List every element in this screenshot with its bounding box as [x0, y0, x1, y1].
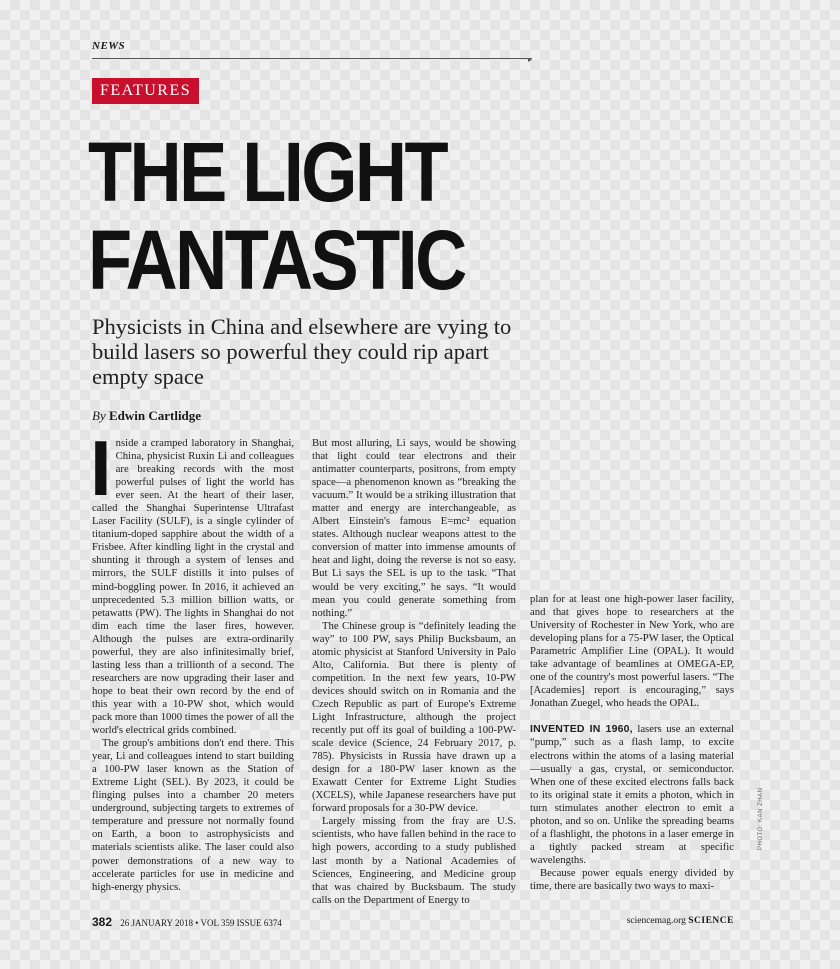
issue-info: 26 JANUARY 2018 • VOL 359 ISSUE 6374 — [120, 918, 282, 928]
article-paragraph: plan for at least one high-power laser facility, and that gives hope to researchers at the University of Rochester in New York, who are developing plans for a 75-PW laser, the Optical Parametric Amplifier Line (OPAL). It would take advantage of beamlines at OMEGA-EP, one of the country's most powerful lasers. “The [Academies] report is encouraging,” says Jonathan Zuegel, who heads the OPAL. — [530, 593, 734, 710]
article-column-3 — [530, 593, 734, 893]
byline — [92, 408, 201, 424]
headline — [88, 125, 465, 307]
page-number: 382 — [92, 915, 113, 929]
headline-line-2: FANTASTIC — [88, 213, 465, 307]
article-column-1 — [90, 424, 294, 894]
byline-author: Edwin Cartlidge — [108, 408, 202, 423]
article-paragraph: Largely missing from the fray are U.S. scientists, who have fallen behind in the race to high powers, according to a study published last month by a National Academies of Sciences, Engineering, and Medicine group that was chaired by Bucksbaum. The study calls on the Department of Energy to — [312, 815, 516, 906]
footer-site: sciencemag.org — [626, 916, 686, 926]
article-paragraph: INVENTED IN 1960, lasers use an external “pump,” such as a flash lamp, to excite electrons within the atoms of a lasing material—usually a gas, crystal, or semiconductor. When one of these excited electrons falls back to its original state it emits a photon, which in turn stimulates another electron to emit a photon, and so on. Unlike the spreading beams of a flashlight, the photons in a laser emerge in a tightly packed stream at specific wavelengths. — [530, 723, 734, 866]
article-paragraph: Inside a cramped laboratory in Shanghai, China, physicist Ruxin Li and colleagues are breaking records with the most powerful pulses of light the world has ever seen. At the heart of their laser, called the Shanghai Superintense Ultrafast Laser Facility (SULF), is a single cylinder of titanium-doped sapphire about the width of a Frisbee. After kindling light in the crystal and shunting it through a system of lenses and mirrors, the SULF distills it into pulses of mind-boggling power. In 2016, it achieved an unprecedented 5.3 million billion watts, or petawatts (PW). The lights in Shanghai do not dim each time the laser fires, however. Although the pulses are extra-ordinarily powerful, they are also infinitesimally brief, lasting less than a trillionth of a second. The researchers are now upgrading their laser and hope to beat their own record by the end of this year with a 10-PW shot, which would pack more than 1000 times the power of all the world's electrical grids combined. — [90, 424, 294, 737]
photo-credit: PHOTO: KAN ZHAN — [758, 787, 764, 850]
footer-right — [620, 916, 734, 926]
article-paragraph: But most alluring, Li says, would be showing that light could tear electrons and their antimatter counterparts, positrons, from empty space—a phenomenon known as “breaking the vacuum.” It would be a striking illustration that matter and energy are interchangeable, as Albert Einstein's famous E=mc² equation states. Although nuclear weapons attest to the conversion of matter into immense amounts of heat and light, doing the reverse is not so easy. But Li says the SEL is up to the task. “That would be very exciting,” he says. “It would mean you could generate something from nothing.” — [312, 437, 516, 619]
article-column-2 — [312, 437, 516, 907]
article-paragraph: Because power equals energy divided by time, there are basically two ways to maxi- — [530, 866, 734, 892]
footer-left — [92, 915, 282, 929]
section-label: NEWS — [92, 40, 126, 52]
deck: Physicists in China and elsewhere are vying to build lasers so powerful they could rip apart empty space — [92, 314, 512, 389]
features-tag: FEATURES — [92, 78, 199, 104]
drop-cap: I — [90, 424, 112, 512]
footer-journal: SCIENCE — [688, 916, 734, 926]
article-paragraph: The Chinese group is “definitely leading the way” to 100 PW, says Philip Bucksbaum, an atomic physicist at Stanford University in Palo Alto, California. But there is plenty of competition. In the next few years, 10-PW devices should switch on in Romania and the Czech Republic as part of Europe's Extreme Light Infrastructure, although the project recently put off its goal of building a 100-PW-scale device (Science, 24 February 2017, p. 785). Physicists in Russia have drawn up a design for a 180-PW laser known as the Exawatt Center for Extreme Light Studies (XCELS), while Japanese researchers have put forward proposals for a 30-PW device. — [312, 619, 516, 815]
headline-line-1: THE LIGHT — [88, 125, 447, 219]
run-in-heading: INVENTED IN 1960, — [530, 723, 633, 736]
byline-prefix: By — [92, 408, 106, 423]
article-paragraph: The group's ambitions don't end there. This year, Li and colleagues intend to start building a 100-PW laser known as the Station of Extreme Light (SEL). By 2023, it could be flinging pulses into a chamber 20 meters underground, subjecting targets to extremes of temperature and pressure not normally found on Earth, a boon to astrophysicists and materials scientists alike. The laser could also power demonstrations of a new way to accelerate particles for use in medicine and high-energy physics. — [92, 737, 294, 893]
rule-arrow-icon: ▸ — [528, 55, 533, 64]
section-rule — [92, 58, 532, 59]
